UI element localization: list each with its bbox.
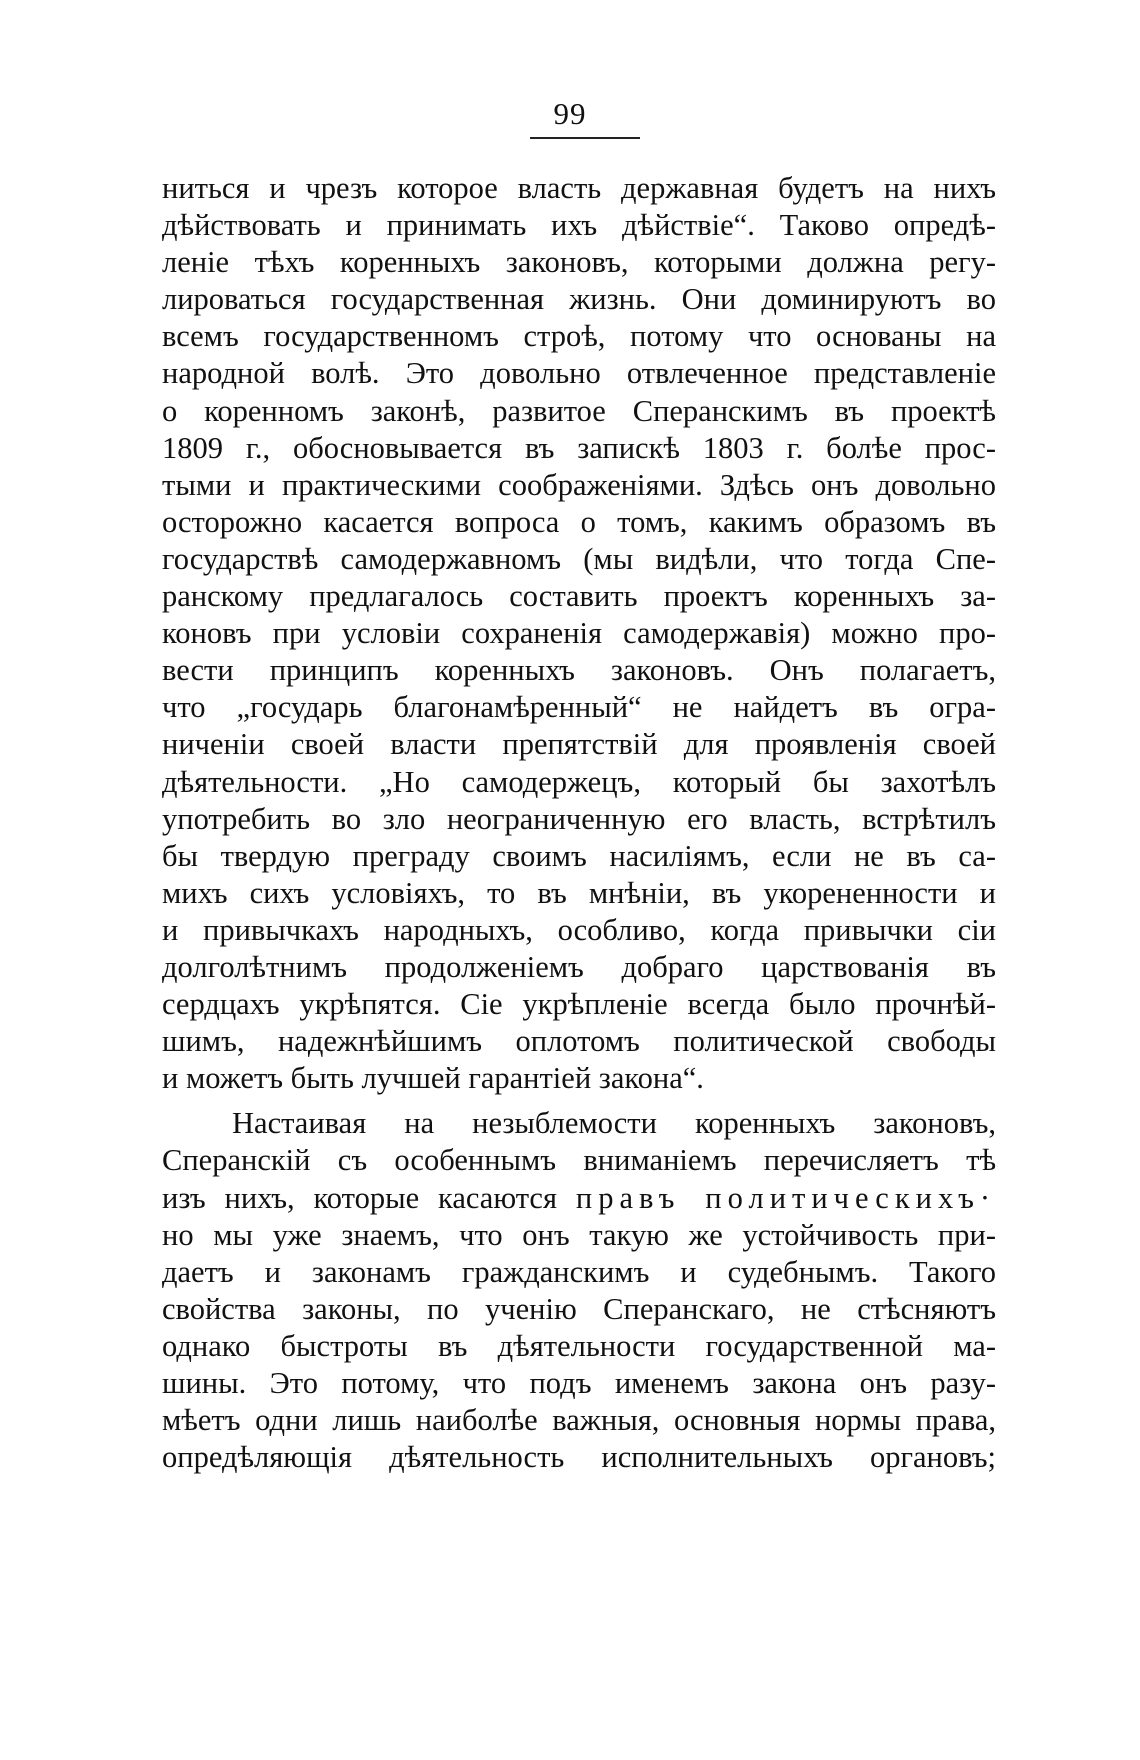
emphasized-spaced-text: правъ политическихъ· bbox=[575, 1180, 996, 1215]
text-line: и привычкахъ народныхъ, особливо, когда привычки сіи bbox=[162, 912, 996, 947]
text-line: свойства законы, по ученію Сперанскаго, не стѣсняютъ bbox=[162, 1291, 996, 1326]
text-line: леніе тѣхъ коренныхъ законовъ, которыми должна регу- bbox=[162, 245, 996, 280]
text-line: бы твердую преграду своимъ насиліямъ, если не въ са- bbox=[162, 838, 996, 873]
text-line: 1809 г., обосновывается въ запискѣ 1803 г. болѣе прос- bbox=[162, 430, 996, 465]
text-line: однако быстроты въ дѣятельности государственной ма- bbox=[162, 1328, 996, 1363]
text-line: опредѣляющія дѣятельность исполнительныхъ органовъ; bbox=[162, 1440, 996, 1475]
text-line: шимъ, надежнѣйшимъ оплотомъ политической свободы bbox=[162, 1024, 996, 1059]
text-line: дѣйствовать и принимать ихъ дѣйствіе“. Таково опредѣ- bbox=[162, 208, 996, 243]
text-line: тыми и практическими соображеніями. Здѣсь онъ довольно bbox=[162, 467, 996, 502]
paragraph-2 bbox=[162, 1105, 996, 1476]
text-line: михъ сихъ условіяхъ, то въ мнѣніи, въ укорененности и bbox=[162, 875, 996, 910]
text-line: Сперанскій съ особеннымъ вниманіемъ перечисляетъ тѣ bbox=[162, 1143, 996, 1178]
text-line: ранскому предлагалось составить проектъ коренныхъ за- bbox=[162, 579, 996, 614]
text-line: ниченіи своей власти препятствій для проявленія своей bbox=[162, 727, 996, 762]
text-line: вести принципъ коренныхъ законовъ. Онъ полагаетъ, bbox=[162, 653, 996, 688]
text-line: даетъ и законамъ гражданскимъ и судебнымъ. Такого bbox=[162, 1254, 996, 1289]
text-line: коновъ при условіи сохраненія самодержавія) можно про- bbox=[162, 616, 996, 651]
text-line: ниться и чрезъ которое власть державная будетъ на нихъ bbox=[162, 171, 996, 205]
page-number-rule bbox=[530, 137, 640, 139]
paragraph-gap bbox=[162, 1097, 996, 1105]
text-line-mixed bbox=[162, 1180, 996, 1217]
text-line: употребить во зло неограниченную его власть, встрѣтилъ bbox=[162, 801, 996, 836]
text-line: Настаивая на незыблемости коренныхъ законовъ, bbox=[232, 1106, 996, 1141]
text-line: шины. Это потому, что подъ именемъ закона онъ разу- bbox=[162, 1366, 996, 1400]
text-line: государствѣ самодержавномъ (мы видѣли, что тогда Спе- bbox=[162, 541, 996, 576]
text-line: но мы уже знаемъ, что онъ такую же устойчивость при- bbox=[162, 1217, 996, 1252]
text-line: что „государь благонамѣренный“ не найдетъ въ огра- bbox=[162, 690, 996, 725]
body-text bbox=[162, 170, 996, 1476]
text-segment: изъ нихъ, которые касаются bbox=[162, 1180, 557, 1215]
text-line: мѣетъ одни лишь наиболѣе важныя, основныя нормы права, bbox=[162, 1403, 996, 1438]
text-line: лироваться государственная жизнь. Они доминируютъ во bbox=[162, 282, 996, 317]
text-line: осторожно касается вопроса о томъ, какимъ образомъ въ bbox=[162, 504, 996, 539]
page-number: 99 bbox=[553, 96, 587, 131]
text-line: всемъ государственномъ строѣ, потому что основаны на bbox=[162, 319, 996, 354]
paragraph-1 bbox=[162, 170, 996, 1097]
text-line: долголѣтнимъ продолженіемъ добраго царствованія въ bbox=[162, 949, 996, 984]
text-line: дѣятельности. „Но самодержецъ, который бы захотѣлъ bbox=[162, 764, 996, 799]
text-line: и можетъ быть лучшей гарантіей закона“. bbox=[162, 1061, 704, 1096]
text-line: народной волѣ. Это довольно отвлеченное представленіе bbox=[162, 356, 996, 391]
text-line: о коренномъ законѣ, развитое Сперанскимъ въ проектѣ bbox=[162, 393, 996, 428]
text-line: сердцахъ укрѣпятся. Сіе укрѣпленіе всегда было прочнѣй- bbox=[162, 987, 996, 1022]
